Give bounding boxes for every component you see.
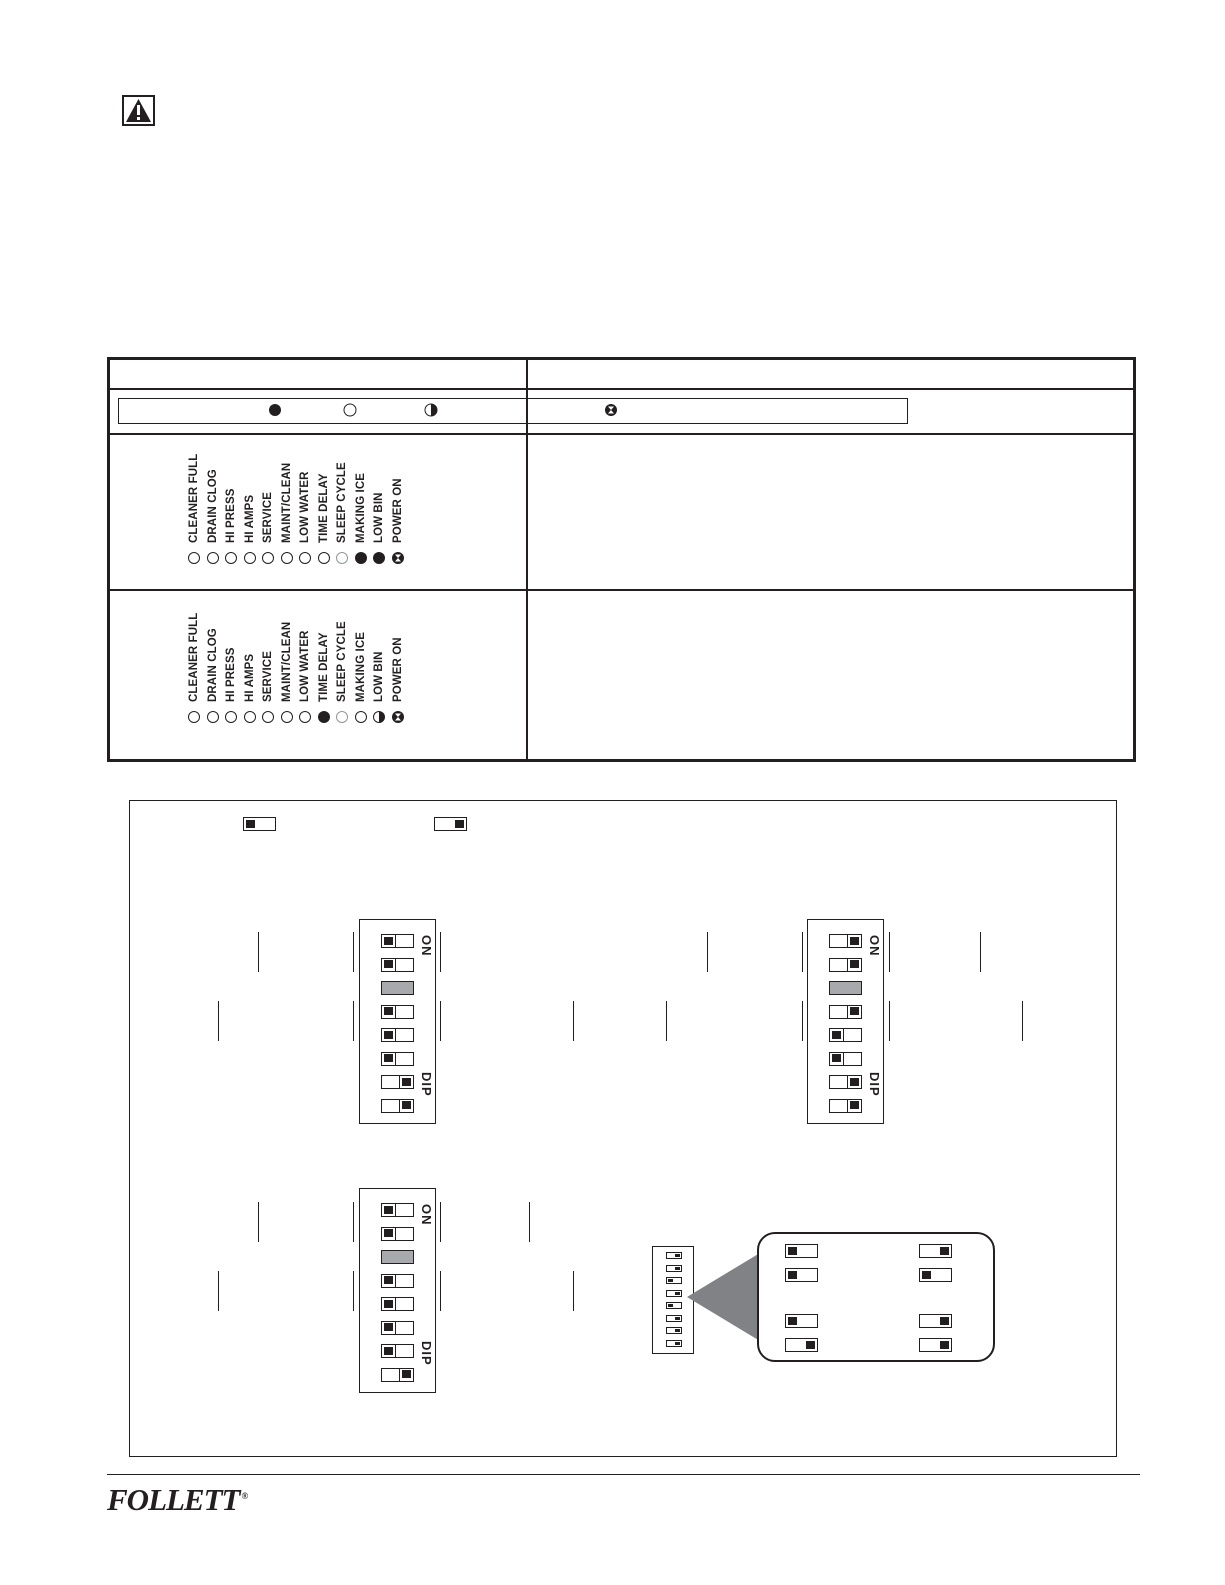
- zoom-toggle-left: [785, 1268, 818, 1282]
- dip-toggle-left: [381, 1274, 414, 1288]
- dip-toggle-left: [829, 1028, 862, 1042]
- led-off-icon: [187, 551, 201, 565]
- led-label: SERVICE: [262, 651, 275, 702]
- led-label: HI AMPS: [243, 494, 256, 543]
- bracket: [218, 1271, 354, 1311]
- dip-toggle-right: [666, 1315, 682, 1322]
- led-indicator: [315, 612, 334, 724]
- bracket: [258, 932, 354, 972]
- led-indicator: [204, 612, 223, 724]
- led-label: SLEEP CYCLE: [336, 621, 349, 702]
- led-on-icon: [268, 403, 282, 417]
- led-flashing-icon: [604, 403, 618, 417]
- led-indicator: [259, 453, 278, 565]
- led-label: TIME DELAY: [317, 632, 330, 702]
- zoom-toggle-left: [785, 1314, 818, 1328]
- dip-toggle-left: [381, 958, 414, 972]
- led-label: MAINT/CLEAN: [280, 462, 293, 543]
- key-switch-on: [434, 817, 467, 831]
- dip-switch-b: [807, 919, 884, 1124]
- led-indicator: [241, 612, 260, 724]
- bracket: [258, 932, 266, 972]
- bracket: [707, 932, 803, 972]
- led-off-icon: [280, 551, 294, 565]
- logo-text: FOLLETT: [107, 1482, 240, 1517]
- row-divider: [110, 589, 1133, 591]
- led-label: LOW WATER: [299, 471, 312, 543]
- led-legend: [118, 398, 908, 424]
- led-indicator: [352, 453, 371, 565]
- row-divider: [110, 433, 1133, 435]
- led-indicator: [296, 453, 315, 565]
- dip-toggle-right: [829, 934, 862, 948]
- dip-switch-a: [359, 919, 436, 1124]
- led-indicator: [389, 453, 408, 565]
- led-off-icon: [261, 710, 275, 724]
- led-label: POWER ON: [391, 637, 404, 702]
- led-half-icon: [424, 403, 438, 417]
- dip-switch-c: [359, 1188, 436, 1393]
- zoom-toggle-left: [919, 1268, 952, 1282]
- footer-rule: [107, 1474, 1140, 1475]
- led-off-icon: [280, 710, 294, 724]
- dip-toggle-right: [381, 1075, 414, 1089]
- bracket: [889, 1001, 1023, 1041]
- led-label: SERVICE: [262, 492, 275, 543]
- led-off-icon: [187, 710, 201, 724]
- led-indicator: [370, 612, 389, 724]
- led-off-icon: [343, 403, 357, 417]
- dip-toggle-right: [666, 1265, 682, 1272]
- led-flashing-icon: [391, 551, 405, 565]
- led-on-icon: [354, 551, 368, 565]
- bracket: [666, 1001, 803, 1041]
- dip-toggle-right: [829, 1075, 862, 1089]
- led-label: LOW BIN: [373, 651, 386, 702]
- led-indicator: [389, 612, 408, 724]
- dip-toggle-right: [666, 1327, 682, 1334]
- row-divider: [110, 388, 1133, 390]
- dip-toggle-blank: [381, 1250, 414, 1264]
- dip-toggle-left: [381, 1005, 414, 1019]
- led-indicator: [296, 612, 315, 724]
- led-off-icon: [224, 551, 238, 565]
- dip-toggle-right: [829, 1099, 862, 1113]
- dip-toggle-left: [829, 1052, 862, 1066]
- led-off-icon: [317, 551, 331, 565]
- led-off-icon: [243, 710, 257, 724]
- led-indicator: [185, 612, 204, 724]
- dip-toggle-right: [666, 1252, 682, 1259]
- led-off-icon: [206, 551, 220, 565]
- led-label: MAKING ICE: [354, 473, 367, 543]
- dip-toggle-right: [666, 1290, 682, 1297]
- dip-label: DIP: [419, 1072, 434, 1097]
- led-label: HI PRESS: [225, 647, 238, 702]
- dip-toggle-left: [666, 1302, 682, 1309]
- zoom-toggle-right: [919, 1244, 952, 1258]
- led-off-icon: [243, 551, 257, 565]
- zoom-toggle-left: [785, 1244, 818, 1258]
- dip-toggle-right: [829, 1005, 862, 1019]
- dip-toggle-left: [381, 1344, 414, 1358]
- dip-toggle-right: [829, 958, 862, 972]
- warning-icon: [122, 95, 155, 126]
- bracket: [440, 1001, 574, 1041]
- bracket: [440, 932, 530, 972]
- led-indicator: [204, 453, 223, 565]
- led-indicator: [278, 453, 297, 565]
- led-status-table: [107, 357, 1136, 762]
- zoom-toggle-right: [919, 1338, 952, 1352]
- led-label: TIME DELAY: [317, 473, 330, 543]
- bracket: [218, 1001, 354, 1041]
- led-half-icon: [372, 710, 386, 724]
- led-indicator: [278, 612, 297, 724]
- led-off-icon: [354, 710, 368, 724]
- follett-logo: [107, 1482, 247, 1518]
- led-on-icon: [372, 551, 386, 565]
- dip-toggle-blank: [381, 981, 414, 995]
- led-label: MAINT/CLEAN: [280, 621, 293, 702]
- dip-toggle-blank: [829, 981, 862, 995]
- led-indicator: [333, 612, 352, 724]
- led-indicator: [370, 453, 389, 565]
- led-indicator: [222, 612, 241, 724]
- led-off-icon: [206, 710, 220, 724]
- led-label: LOW BIN: [373, 492, 386, 543]
- dip-toggle-left: [666, 1277, 682, 1284]
- dip-toggle-left: [381, 1028, 414, 1042]
- led-off-icon: [298, 710, 312, 724]
- dip-toggle-left: [381, 1297, 414, 1311]
- led-on-icon: [317, 710, 331, 724]
- led-off-light-icon: [335, 710, 349, 724]
- led-panel-idle: [185, 453, 407, 565]
- on-label: ON: [419, 935, 434, 957]
- led-off-icon: [224, 710, 238, 724]
- led-indicator: [333, 453, 352, 565]
- on-label: ON: [867, 935, 882, 957]
- bracket: [440, 1271, 574, 1311]
- dip-toggle-left: [381, 1227, 414, 1241]
- led-label: SLEEP CYCLE: [336, 462, 349, 543]
- bracket: [889, 932, 981, 972]
- led-label: DRAIN CLOG: [206, 628, 219, 702]
- dip-toggle-right: [666, 1340, 682, 1347]
- registered-mark: ®: [241, 1490, 248, 1501]
- zoom-toggle-right: [785, 1338, 818, 1352]
- led-label: POWER ON: [391, 478, 404, 543]
- bracket: [440, 1202, 530, 1242]
- dip-switch-section: [129, 800, 1117, 1457]
- led-indicator: [222, 453, 241, 565]
- led-label: CLEANER FULL: [188, 612, 201, 702]
- led-indicator: [352, 612, 371, 724]
- led-indicator: [315, 453, 334, 565]
- led-indicator: [259, 612, 278, 724]
- led-label: DRAIN CLOG: [206, 469, 219, 543]
- zoom-toggle-right: [919, 1314, 952, 1328]
- led-label: LOW WATER: [299, 630, 312, 702]
- zoom-callout: [757, 1232, 995, 1362]
- dip-label: DIP: [867, 1072, 882, 1097]
- dip-toggle-left: [381, 1052, 414, 1066]
- led-flashing-icon: [391, 710, 405, 724]
- dip-toggle-left: [381, 1321, 414, 1335]
- led-off-icon: [298, 551, 312, 565]
- bracket: [258, 1202, 354, 1242]
- led-indicator: [185, 453, 204, 565]
- led-panel-time-delay: [185, 612, 407, 724]
- led-label: CLEANER FULL: [188, 453, 201, 543]
- led-off-light-icon: [335, 551, 349, 565]
- dip-toggle-right: [381, 1368, 414, 1382]
- dip-toggle-right: [381, 1099, 414, 1113]
- led-off-icon: [261, 551, 275, 565]
- led-label: HI AMPS: [243, 653, 256, 702]
- led-label: HI PRESS: [225, 488, 238, 543]
- key-switch-off: [243, 817, 276, 831]
- on-label: ON: [419, 1204, 434, 1226]
- dip-toggle-left: [381, 934, 414, 948]
- led-label: MAKING ICE: [354, 632, 367, 702]
- dip-label: DIP: [419, 1341, 434, 1366]
- led-indicator: [241, 453, 260, 565]
- dip-toggle-left: [381, 1203, 414, 1217]
